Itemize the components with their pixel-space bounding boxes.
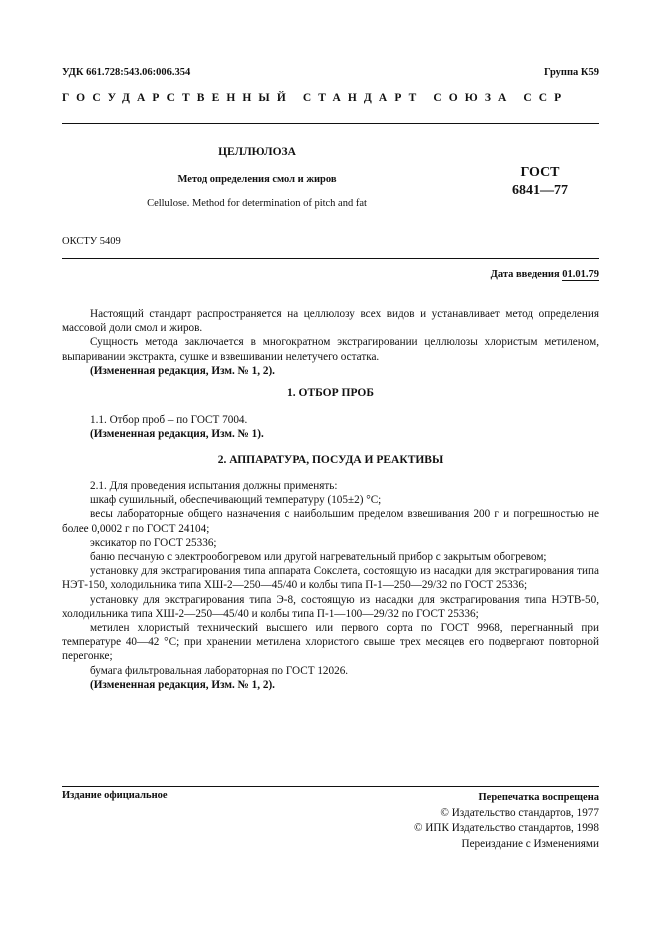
state-standard-banner: ГОСУДАРСТВЕННЫЙ СТАНДАРТ СОЮЗА ССР xyxy=(62,92,569,104)
list-item: эксикатор по ГОСТ 25336; xyxy=(90,536,217,549)
list-item: 2.1. Для проведения испытания должны применять: xyxy=(90,480,338,492)
list-item: шкаф сушильный, обеспечивающий температуру (105±2) °C; xyxy=(90,494,382,507)
footer-divider xyxy=(62,786,599,787)
document-subtitle: Метод определения смол и жиров xyxy=(177,174,337,185)
reprint-notice: Перепечатка воспрещена xyxy=(478,792,599,803)
list-item: баню песчаную с электрообогревом или другой нагревательный прибор с закрытым обогревом; xyxy=(90,551,547,564)
udk-code: УДК 661.728:543.06:006.354 xyxy=(62,67,191,78)
gost-label: ГОСТ xyxy=(520,165,560,180)
section1-body xyxy=(62,413,599,441)
intro-date-value: 01.01.79 xyxy=(562,269,599,280)
gost-number: 6841—77 xyxy=(512,183,568,198)
reissue-note: Переиздание с Изменениями xyxy=(461,837,599,850)
copyright-line: © Издательство стандартов, 1977 xyxy=(440,806,599,819)
official-edition: Издание официальное xyxy=(62,790,168,801)
list-item: весы лабораторные общего назначения с наибольшим пределом взвешивания 200 г и погрешностью не более 0,0002 г по ГОСТ 24104; xyxy=(62,508,599,535)
list-item: установку для экстрагирования типа Э-8, состоящую из насадки для экстрагирования типа НЭТВ-50, холодильника типа ХШ-2—250—45/40 и колбы типа П-1—100—29/32 по ГОСТ 25336; xyxy=(62,593,599,620)
title-divider xyxy=(62,258,599,259)
document-title: ЦЕЛЛЮЛОЗА xyxy=(218,146,296,158)
section-heading: 1. ОТБОР ПРОБ xyxy=(287,387,374,399)
section-heading: 2. АППАРАТУРА, ПОСУДА И РЕАКТИВЫ xyxy=(217,454,444,466)
intro-date xyxy=(491,269,599,280)
intro-section xyxy=(62,307,599,378)
edit-note: (Измененная редакция, Изм. № 1). xyxy=(90,428,264,441)
gost-block xyxy=(490,164,590,200)
list-item: установку для экстрагирования типа аппарата Сокслета, состоящую из насадки для экстрагирования типа НЭТ-150, холодильника типа ХШ-2—250—45/40 и колбы типа П-1—250—29/32 по ГОСТ 25336; xyxy=(62,565,599,592)
edit-note: (Измененная редакция, Изм. № 1, 2). xyxy=(90,364,275,377)
section2-body xyxy=(62,479,599,692)
group-code: Группа К59 xyxy=(543,67,599,78)
intro-date-label: Дата введения xyxy=(490,269,560,280)
list-item: бумага фильтровальная лабораторная по ГОСТ 12026. xyxy=(90,664,349,677)
english-title: Cellulose. Method for determination of pitch and fat xyxy=(147,198,367,209)
section-paragraph: 1.1. Отбор проб – по ГОСТ 7004. xyxy=(90,414,248,426)
intro-paragraph: Сущность метода заключается в многократном экстрагировании целлюлозы хлористым метиленом, выпаривании экстракта, сушке и взвешивании нелетучего остатка. xyxy=(62,336,599,363)
edit-note: (Измененная редакция, Изм. № 1, 2). xyxy=(90,678,275,691)
copyright-line: © ИПК Издательство стандартов, 1998 xyxy=(413,822,599,834)
intro-paragraph: Настоящий стандарт распространяется на целлюлозу всех видов и устанавливает метод определения массовой доли смол и жиров. xyxy=(62,308,599,335)
header-divider xyxy=(62,123,599,124)
okstu-code: ОКСТУ 5409 xyxy=(62,236,121,247)
footer-right xyxy=(414,790,599,852)
list-item: метилен хлористый технический высшего или первого сорта по ГОСТ 9968, перегнанный при температуре 40—42 °C; при хранении метилена хлористого свыше трех месяцев его подвергают повторной перегонке; xyxy=(62,622,599,663)
